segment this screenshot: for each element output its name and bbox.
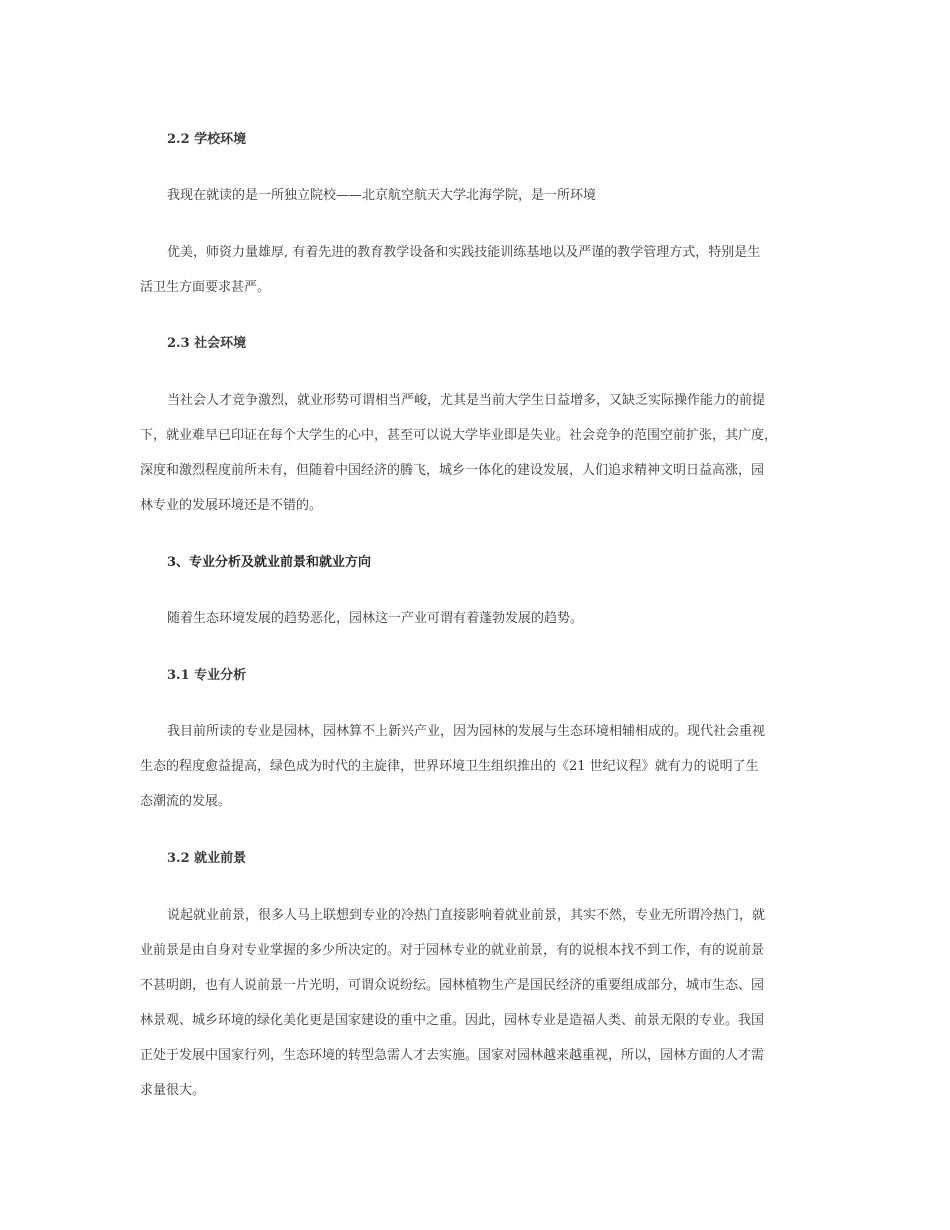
section-3-2-paragraph [140,898,816,1108]
section-3-1-heading: 3.1 专业分析 [167,668,247,683]
paragraph-line: 我现在就读的是一所独立院校——北京航空航天大学北海学院，是一所环境 [167,188,597,203]
paragraph-line: 态潮流的发展。 [140,794,232,809]
paragraph-line: 我目前所读的专业是园林，园林算不上新兴产业，因为园林的发展与生态环境相辅相成的。现代社会重视 [167,724,766,739]
section-2-2-paragraph-2 [140,235,816,305]
section-3-2-heading: 3.2 就业前景 [167,851,247,866]
section-2-3-paragraph [140,383,816,523]
paragraph-line: 正处于发展中国家行列，生态环境的转型急需人才去实施。国家对园林越来越重视，所以，园林方面的人才需 [140,1048,765,1063]
paragraph-line: 当社会人才竞争激烈，就业形势可谓相当严峻，尤其是当前大学生日益增多，又缺乏实际操作能力的前提 [167,393,766,408]
section-2-3-heading: 2.3 社会环境 [167,336,247,351]
section-2-2-heading: 2.2 学校环境 [167,132,247,147]
section-3-1-paragraph [140,714,816,819]
paragraph-line: 生态的程度愈益提高，绿色成为时代的主旋律，世界环境卫生组织推出的《21 世纪议程》就有力的说明了生 [140,759,759,774]
paragraph-line: 随着生态环境发展的趋势恶化，园林这一产业可谓有着蓬勃发展的趋势。 [167,611,584,626]
section-2-2-paragraph-1 [140,178,816,213]
section-3-paragraph [140,601,816,636]
paragraph-line: 业前景是由自身对专业掌握的多少所决定的。对于园林专业的就业前景，有的说根本找不到工作，有的说前景 [140,943,765,958]
paragraph-line: 求量很大。 [140,1083,206,1098]
paragraph-line: 深度和激烈程度前所未有，但随着中国经济的腾飞，城乡一体化的建设发展，人们追求精神文明日益高涨，园 [140,463,765,478]
paragraph-line: 下，就业难早已印证在每个大学生的心中，甚至可以说大学毕业即是失业。社会竞争的范围空前扩张，其广度， [140,428,778,443]
paragraph-line: 不甚明朗，也有人说前景一片光明，可谓众说纷纭。园林植物生产是国民经济的重要组成部分，城市生态、园 [140,978,765,993]
section-3-heading: 3、专业分析及就业前景和就业方向 [167,555,372,570]
paragraph-line: 优美，师资力量雄厚, 有着先进的教育教学设备和实践技能训练基地以及严谨的教学管理方式，特别是生 [167,245,761,260]
paragraph-line: 林景观、城乡环境的绿化美化更是国家建设的重中之重。因此，园林专业是造福人类、前景无限的专业。我国 [140,1013,765,1028]
paragraph-line: 活卫生方面要求甚严。 [140,280,271,295]
paragraph-line: 林专业的发展环境还是不错的。 [140,498,323,513]
paragraph-line: 说起就业前景，很多人马上联想到专业的冷热门直接影响着就业前景，其实不然，专业无所谓冷热门，就 [167,908,766,923]
